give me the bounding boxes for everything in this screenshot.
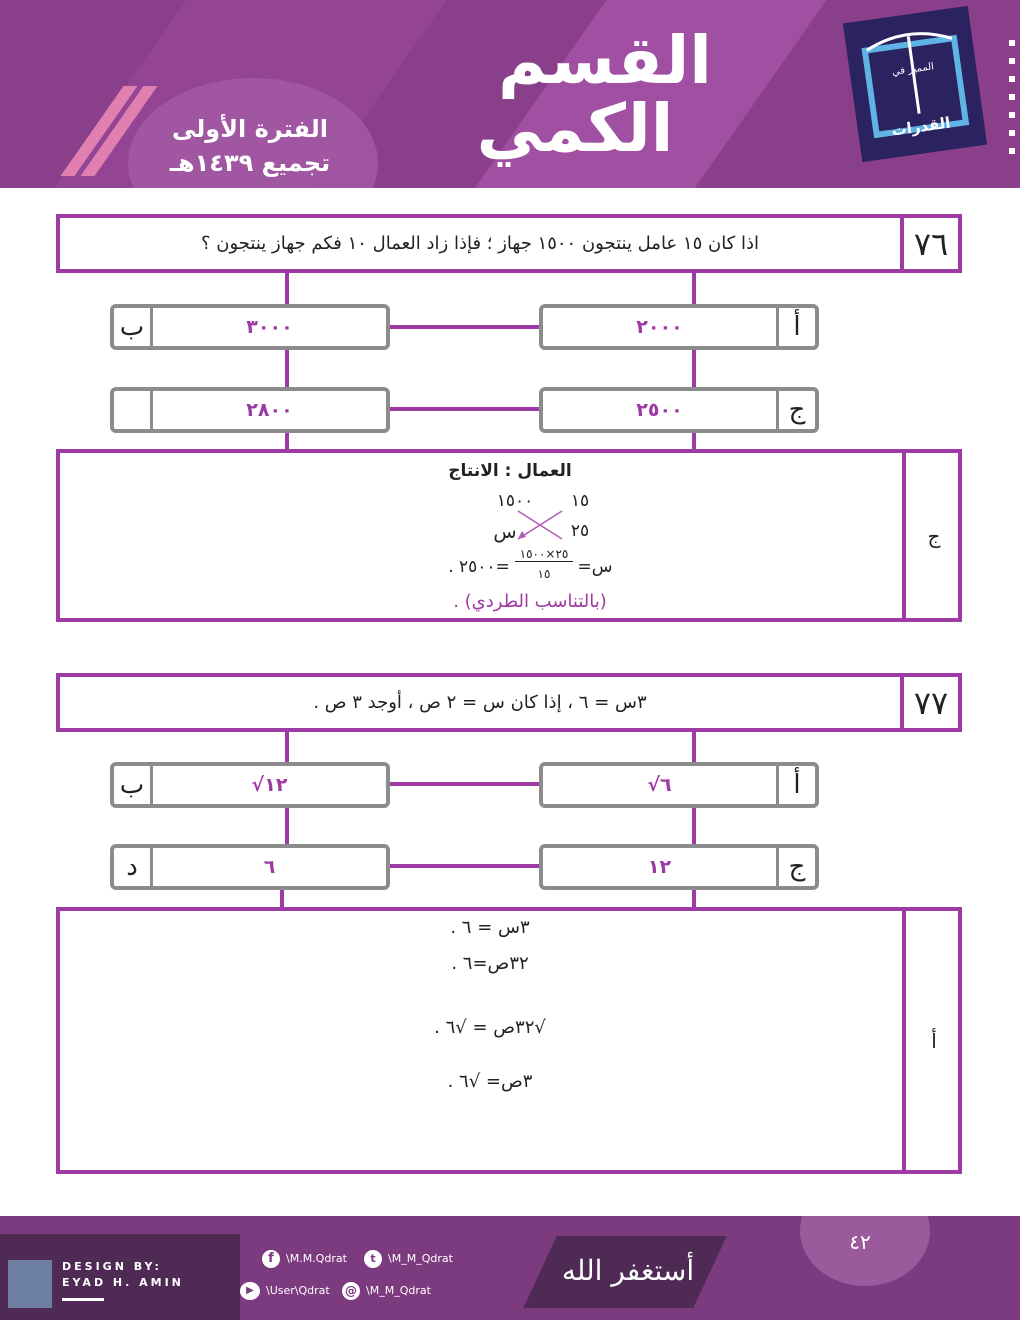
formula-rhs: =٢٥٠٠ . bbox=[448, 557, 510, 577]
connector bbox=[388, 782, 540, 786]
option-value: √١٢ bbox=[251, 774, 288, 796]
option-label: د bbox=[114, 848, 153, 886]
option-b[interactable] bbox=[110, 762, 390, 808]
page-header bbox=[0, 0, 1020, 188]
answer-77: أ bbox=[902, 911, 962, 1170]
email-link[interactable]: \M_M_Qdrat bbox=[366, 1284, 431, 1297]
connector bbox=[388, 864, 540, 868]
question-77-text: ٣س = ٦ ، إذا كان س = ٢ ص ، أوجد ٣ ص . bbox=[313, 692, 647, 713]
solution-header: العمال : الانتاج bbox=[448, 461, 572, 481]
connector bbox=[692, 732, 696, 764]
designer-underline bbox=[62, 1298, 104, 1301]
option-label: أ bbox=[776, 766, 815, 804]
option-a[interactable] bbox=[539, 762, 819, 808]
youtube-link[interactable]: \User\Qdrat bbox=[266, 1284, 330, 1297]
logo-text: القدرات bbox=[890, 113, 952, 140]
option-c[interactable] bbox=[539, 387, 819, 433]
connector bbox=[285, 732, 289, 764]
logo bbox=[843, 6, 987, 162]
solution-line: ٣٢ص=٦ . bbox=[451, 953, 529, 974]
youtube-icon[interactable]: ▶ bbox=[240, 1282, 260, 1300]
answer-76: ج bbox=[902, 453, 962, 618]
formula-denominator: ١٥ bbox=[537, 567, 551, 581]
formula-lhs: س= bbox=[577, 557, 613, 577]
option-value: ١٢ bbox=[647, 856, 672, 878]
option-label: ب bbox=[114, 308, 153, 346]
formula-numerator: ٢٥×١٥٠٠ bbox=[515, 547, 573, 562]
question-76-number: ٧٦ bbox=[900, 218, 958, 269]
option-value: ٢٥٠٠ bbox=[636, 399, 683, 421]
solution-note: (بالتناسب الطردي) . bbox=[453, 591, 607, 612]
connector bbox=[692, 273, 696, 305]
option-c[interactable] bbox=[539, 844, 819, 890]
question-76-box bbox=[56, 214, 962, 273]
collection-label: تجميع ١٤٣٩هـ bbox=[169, 149, 331, 177]
option-label: ج bbox=[776, 848, 815, 886]
email-icon[interactable]: @ bbox=[342, 1282, 360, 1300]
connector bbox=[285, 273, 289, 305]
title-line2: الكمي bbox=[476, 90, 674, 167]
option-value: ٢٨٠٠ bbox=[246, 399, 293, 421]
option-d[interactable] bbox=[110, 387, 390, 433]
calligraphy-text: أستغفر الله bbox=[561, 1254, 695, 1287]
twitter-icon[interactable]: t bbox=[364, 1250, 382, 1268]
facebook-link[interactable]: \M.M.Qdrat bbox=[286, 1252, 347, 1265]
solution-value: ١٥ bbox=[570, 491, 590, 511]
solution-line: √٣٢ص = √٦ . bbox=[434, 1017, 546, 1038]
connector bbox=[388, 325, 540, 329]
design-by-label: DESIGN BY: bbox=[62, 1260, 162, 1273]
connector bbox=[692, 806, 696, 848]
twitter-link[interactable]: \M_M_Qdrat bbox=[388, 1252, 453, 1265]
connector bbox=[285, 806, 289, 848]
logo-small-text: المميز في bbox=[891, 61, 935, 79]
connector bbox=[692, 348, 696, 388]
connector bbox=[285, 431, 289, 451]
side-dots bbox=[1008, 40, 1016, 170]
option-value: √٦ bbox=[647, 774, 672, 796]
connector bbox=[285, 348, 289, 388]
option-label: ب bbox=[114, 766, 153, 804]
designer-logo bbox=[8, 1260, 52, 1308]
option-d[interactable] bbox=[110, 844, 390, 890]
solution-value: ٢٥ bbox=[570, 521, 590, 541]
solution-line: ٣ص= √٦ . bbox=[447, 1071, 533, 1092]
option-label: أ bbox=[776, 308, 815, 346]
connector bbox=[388, 407, 540, 411]
option-value: ٣٠٠٠ bbox=[246, 316, 293, 338]
solution-value: س bbox=[493, 521, 517, 543]
page-number: ٤٢ bbox=[849, 1230, 871, 1254]
facebook-icon[interactable]: f bbox=[262, 1250, 280, 1268]
option-b[interactable] bbox=[110, 304, 390, 350]
designer-name: EYAD H. AMIN bbox=[62, 1276, 184, 1289]
option-a[interactable] bbox=[539, 304, 819, 350]
connector bbox=[692, 431, 696, 451]
solution-76-box bbox=[56, 449, 962, 622]
question-77-box bbox=[56, 673, 962, 732]
solution-line: ٣س = ٦ . bbox=[450, 917, 530, 938]
question-77-number: ٧٧ bbox=[900, 677, 958, 728]
option-value: ٢٠٠٠ bbox=[636, 316, 683, 338]
page-footer bbox=[0, 1216, 1020, 1320]
option-label bbox=[114, 391, 153, 429]
question-76-text: اذا كان ١٥ عامل ينتجون ١٥٠٠ جهاز ؛ فإذا زاد العمال ١٠ فكم جهاز ينتجون ؟ bbox=[201, 233, 759, 254]
option-label: ج bbox=[776, 391, 815, 429]
period-label: الفترة الأولى bbox=[171, 115, 329, 143]
solution-77-box bbox=[56, 907, 962, 1174]
option-value: ٦ bbox=[263, 856, 276, 878]
solution-value: ١٥٠٠ bbox=[496, 491, 534, 511]
title-line1: القسم bbox=[498, 22, 712, 99]
